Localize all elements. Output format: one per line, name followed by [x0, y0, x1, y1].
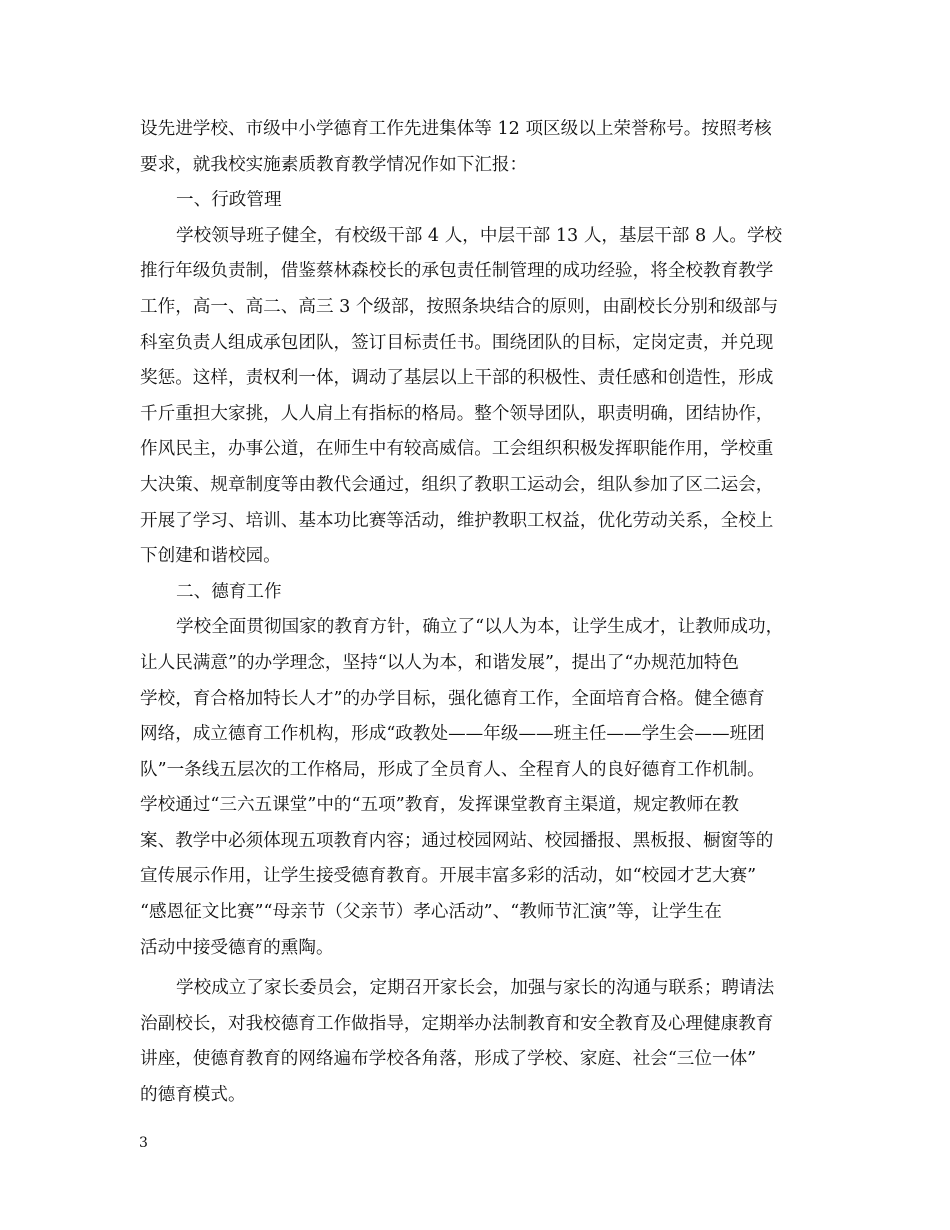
- section-heading-administration: 一、行政管理: [176, 190, 282, 211]
- paragraph-line: 让人民满意”的办学理念，坚持“以人为本，和谐发展”，提出了“办规范加特色: [140, 652, 739, 673]
- paragraph-line: 设先进学校、市级中小学德育工作先进集体等 12 项区级以上荣誉称号。按照考核: [140, 119, 772, 139]
- paragraph-line: 讲座，使德育教育的网络遍布学校各角落，形成了学校、家庭、社会“三位一体”: [140, 1049, 757, 1070]
- paragraph-line: 案、教学中必须体现五项教育内容；通过校园网站、校园播报、黑板报、橱窗等的: [140, 830, 774, 851]
- paragraph-line: 奖惩。这样，责权利一体，调动了基层以上干部的积极性、责任感和创造性，形成: [140, 368, 774, 389]
- paragraph-line: 活动中接受德育的熏陶。: [140, 937, 334, 958]
- paragraph-line: 要求，就我校实施素质教育教学情况作如下汇报：: [140, 154, 528, 175]
- paragraph-line: 千斤重担大家挑，人人肩上有指标的格局。整个领导团队，职责明确，团结协作，: [140, 403, 774, 424]
- paragraph-line: 学校成立了家长委员会，定期召开家长会，加强与家长的沟通与联系；聘请法: [176, 978, 775, 999]
- paragraph-line: “感恩征文比赛”“母亲节（父亲节）孝心活动”、“教师节汇演”等，让学生在: [140, 902, 722, 923]
- paragraph-line: 开展了学习、培训、基本功比赛等活动，维护教职工权益，优化劳动关系，全校上: [140, 510, 774, 531]
- paragraph-line: 治副校长，对我校德育工作做指导，定期举办法制教育和安全教育及心理健康教育: [140, 1013, 774, 1034]
- paragraph-line: 科室负责人组成承包团队，签订目标责任书。围绕团队的目标，定岗定责，并兑现: [140, 332, 774, 353]
- paragraph-line: 工作，高一、高二、高三 3 个级部，按照条块结合的原则，由副校长分别和级部与: [140, 296, 779, 317]
- document-body: [140, 112, 815, 1114]
- paragraph-line: 的德育模式。: [140, 1085, 246, 1106]
- paragraph-line: 大决策、规章制度等由教代会通过，组织了教职工运动会，组队参加了区二运会，: [140, 474, 774, 495]
- paragraph-line: 学校通过“三六五课堂”中的“五项”教育，发挥课堂教育主渠道，规定教师在教: [140, 795, 739, 816]
- paragraph-line: 作风民主，办事公道，在师生中有较高威信。工会组织积极发挥职能作用，学校重: [140, 439, 774, 460]
- page-number: 3: [139, 1135, 148, 1151]
- paragraph-line: 学校全面贯彻国家的教育方针，确立了“以人为本，让学生成才，让教师成功，: [176, 617, 784, 638]
- section-heading-moral-education: 二、德育工作: [176, 581, 282, 602]
- paragraph-line: 宣传展示作用，让学生接受德育教育。开展丰富多彩的活动，如“校园才艺大赛”: [140, 866, 757, 887]
- paragraph-line: 网络，成立德育工作机构，形成“政教处——年级——班主任——学生会——班团: [140, 724, 765, 745]
- paragraph-line: 推行年级负责制，借鉴蔡林森校长的承包责任制管理的成功经验，将全校教育教学: [140, 261, 774, 282]
- paragraph-line: 下创建和谐校园。: [140, 546, 281, 567]
- paragraph-line: 学校，育合格加特长人才”的办学目标，强化德育工作，全面培育合格。健全德育: [140, 688, 765, 709]
- paragraph-line: 学校领导班子健全，有校级干部 4 人，中层干部 13 人，基层干部 8 人。学校: [176, 225, 783, 246]
- paragraph-line: 队”一条线五层次的工作格局，形成了全员育人、全程育人的良好德育工作机制。: [140, 759, 765, 780]
